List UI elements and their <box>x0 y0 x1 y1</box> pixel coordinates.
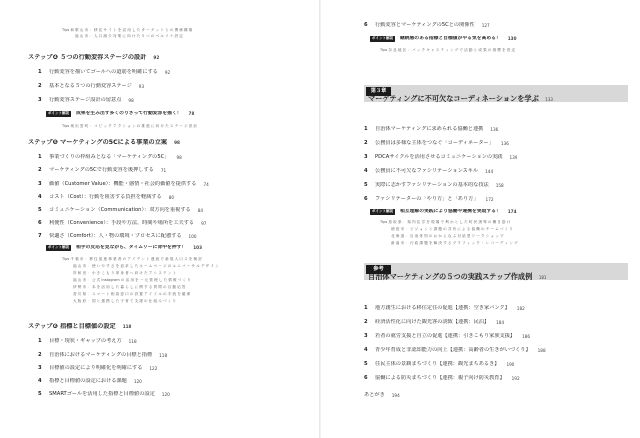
toc-item[interactable] <box>38 207 203 214</box>
item-title: 快適さ（Comfort）：人・物の環境・プロセスに配慮する <box>49 233 182 239</box>
item-title: 若者の就労支援と自立の促進【連携：引きこもり家族支援】 <box>375 333 516 339</box>
item-page: 158 <box>495 183 504 188</box>
item-title: 青少年育成と非認知能力の向上【連携：高齢者の生きがいづくり】 <box>375 347 531 353</box>
item-page: 84 <box>197 208 204 213</box>
item-page: 98 <box>128 98 134 103</box>
point-explainer[interactable] <box>370 36 517 42</box>
item-number: 5 <box>38 207 42 213</box>
toc-item[interactable] <box>364 154 517 161</box>
tip-line: 伊 勢 市 ： 本 を 活 用 し た 暮 ら し に 関 す る 質 問 の 自 動 応 答 <box>73 285 186 289</box>
item-number: 6 <box>364 22 368 28</box>
toc-item[interactable] <box>364 361 514 368</box>
item-page: 186 <box>522 334 531 339</box>
tip-line: 福 山 市 ： 使 い や す さ を 追 求 し た ホ ー ム ペ ー ジ の ユ ニ バ ー サ ル デ ザ イ ン <box>73 264 219 268</box>
item-title: 公務員に不可欠なファシリテーションスキル <box>375 168 479 174</box>
point-badge: ポイント解説 <box>48 245 69 250</box>
item-number: 1 <box>364 305 368 311</box>
item-title: 経済活性化に向けた観光客の誘致【連携：民泊】 <box>375 319 490 325</box>
item-page: 172 <box>485 197 494 202</box>
chapter3-tab: 第３章 <box>366 87 391 96</box>
step4-heading[interactable] <box>28 54 159 62</box>
point-explainer[interactable] <box>46 111 194 117</box>
step6-heading[interactable] <box>28 323 131 331</box>
point-page: 78 <box>188 111 195 116</box>
afterword-page: 194 <box>391 393 400 398</box>
step5-heading[interactable] <box>28 139 180 147</box>
item-number: 2 <box>38 83 42 89</box>
item-title: コミュニケーション（Communication）：双方向を重視する <box>49 207 191 213</box>
toc-item[interactable] <box>38 194 174 201</box>
item-title: マーケティングの5Cで行動変容を後押しする <box>49 167 154 173</box>
toc-item[interactable] <box>364 182 504 189</box>
toc-item[interactable] <box>38 83 144 90</box>
chapter3-title-row <box>368 94 553 104</box>
item-title: SMARTゴールを活用した指標と目標値の設定 <box>49 391 155 397</box>
toc-item[interactable] <box>364 22 490 29</box>
toc-item[interactable] <box>364 347 546 354</box>
toc-item[interactable] <box>38 69 170 76</box>
point-title: 継続感のある指標と目標値がやる気を高める！ <box>400 36 501 41</box>
point-page: 130 <box>507 36 517 41</box>
item-number: 1 <box>364 126 368 132</box>
item-title: 目標・現状・ギャップの考え方 <box>49 338 122 344</box>
item-page: 98 <box>176 155 182 160</box>
toc-item[interactable] <box>364 196 494 203</box>
toc-item[interactable] <box>38 181 209 188</box>
reference-banner[interactable] <box>364 263 628 280</box>
item-number: 3 <box>364 333 368 339</box>
item-page: 93 <box>138 84 145 89</box>
item-page: 118 <box>159 353 168 358</box>
item-page: 182 <box>516 306 525 311</box>
step5-title: ステップ❺ マーケティングの5Cによる事業の立案 <box>28 139 168 146</box>
item-number: 3 <box>364 154 368 160</box>
toc-item[interactable] <box>364 305 525 312</box>
toc-item[interactable] <box>364 140 509 147</box>
point-title: 相互理解の実践により協働や連携を実現する！ <box>400 209 501 214</box>
point-title: 成果を生み出す多くのりさって行動変容を描く！ <box>76 111 182 116</box>
step6-title: ステップ❻ 指標と目標値の設定 <box>28 323 116 330</box>
item-title: 基本となる５つの行動変容ステージ <box>49 83 132 89</box>
step4-page: 92 <box>153 55 160 60</box>
item-number: 3 <box>38 97 42 103</box>
point-badge: ポイント解説 <box>48 111 69 116</box>
item-page: 100 <box>188 234 197 239</box>
chapter3-page: 133 <box>545 97 553 102</box>
item-page: 139 <box>509 155 518 160</box>
toc-item[interactable] <box>38 97 134 104</box>
item-page: 184 <box>496 320 505 325</box>
toc-item[interactable] <box>38 352 167 359</box>
reference-title-row <box>368 272 546 282</box>
item-title: 行動変容を描いてゴールへの道筋を明確にする <box>49 69 158 75</box>
item-number: 4 <box>364 168 368 174</box>
item-page: 74 <box>203 182 209 187</box>
item-number: 1 <box>38 154 42 160</box>
item-number: 6 <box>364 375 368 381</box>
right-page <box>320 0 640 438</box>
item-number: 2 <box>38 167 42 173</box>
toc-item[interactable] <box>38 233 197 240</box>
item-page: 120 <box>133 379 142 384</box>
toc-item[interactable] <box>364 333 530 340</box>
item-page: 92 <box>164 70 171 75</box>
step6-page: 118 <box>122 324 132 329</box>
item-title: 協働による防災まちづくり【連携：親子向け防災教育】 <box>375 375 505 381</box>
item-page: 188 <box>537 348 546 353</box>
item-title: 住民主体の景観まちづくり【連携：観光まちあるき】 <box>375 361 500 367</box>
item-number: 1 <box>38 338 42 344</box>
item-title: 事業づくりの枠組みとなる「マーケティングの5C」 <box>49 154 170 160</box>
toc-item[interactable] <box>38 167 166 174</box>
point-title: 相手の反応を見ながら、タイムリーに背中を押す！ <box>76 245 187 250</box>
toc-item[interactable] <box>38 391 170 398</box>
step5-page: 98 <box>174 140 180 145</box>
item-page: 127 <box>481 23 490 28</box>
toc-item[interactable] <box>364 319 504 326</box>
item-page: 122 <box>149 366 158 371</box>
item-title: PDCAサイクルを活用させるコミュニケーションの実践 <box>375 154 503 160</box>
item-number: 5 <box>364 361 368 367</box>
item-number: 1 <box>38 69 42 75</box>
tip-line: 大 阪 府 ： 国 と 連 携 し た 子 育 て 支 援 の 仕 組 み づ く り <box>73 299 177 303</box>
tip-fukuyama: 福 山 市 ： 人 口 減 少 対 策 に 向 け た ５ つ の ペ ル ソ ナ 設 定 <box>75 34 183 38</box>
toc-item[interactable] <box>38 338 137 345</box>
chapter3-title: マーケティングに不可欠なコーディネーションを学ぶ <box>368 94 539 103</box>
item-title: 価値（Customer Value）：機能・感情・社会的価値を提供する <box>49 181 197 187</box>
item-number: 2 <box>364 319 368 325</box>
toc-item[interactable] <box>364 375 520 382</box>
afterword-title: あとがき <box>364 392 385 398</box>
item-number: 5 <box>364 182 368 188</box>
tip-line: 岸 和 田 ： 小 き こ も り 単 身 者 へ 向 け た ア シ ス テ ン ト <box>73 271 177 275</box>
item-number: 4 <box>38 194 42 200</box>
chapter3-banner[interactable] <box>364 85 628 102</box>
item-page: 120 <box>161 392 170 397</box>
item-title: 行動変容とマーケティングの5Cとの関係性 <box>375 22 475 28</box>
toc-item[interactable] <box>38 220 206 227</box>
item-title: 指標と目標値の設定における課題 <box>49 378 127 384</box>
item-number: 3 <box>38 181 42 187</box>
item-page: 192 <box>511 376 520 381</box>
item-number: 4 <box>38 378 42 384</box>
item-page: 71 <box>160 168 167 173</box>
item-title: 公務員は多様な主体をつなぐ「コーディネーター」 <box>375 140 494 146</box>
tip-line: 香 川 県 ： ス マ ー ト 相 談 窓 口 の 設 置 ア イ ド ル の 手 続 を 確 保 <box>73 292 191 296</box>
point-badge: ポイント解説 <box>372 36 393 41</box>
item-page: 80 <box>168 195 175 200</box>
item-page: 190 <box>506 362 515 367</box>
item-number: 2 <box>364 140 368 146</box>
item-number: 7 <box>38 233 42 239</box>
tip-nara: Tips 奈 良 地 区 ： バ ッ ク キ ャ ス テ ィ ン グ で 活 動 と 成 果 の 指 標 を 設 定 <box>380 48 516 52</box>
item-title: コスト（Cost）：行動を阻害する負担を軽減する <box>49 194 162 200</box>
tip-line: 福 山 市 ： 公 式 Instagram の 活 用 を 一 元 管 理 し た 情 報 づ く り <box>73 278 191 282</box>
item-number: 6 <box>38 220 42 226</box>
item-title: 実際に志かすファシリテーションの基本的な技法 <box>375 182 489 188</box>
item-page: 144 <box>485 169 494 174</box>
tip-wakayama: Tips 和 歌 山 市 ： 移 住 サ イ ト を 活 用 し た タ ー ゲ ッ ト と の 関 係 構 築 <box>62 28 193 32</box>
item-page: 118 <box>128 339 137 344</box>
reference-page: 181 <box>538 275 547 280</box>
item-title: ファシリテーターの「やり方」と「あり方」 <box>375 196 479 202</box>
tip-line: 徳 島 市 ： ビ ジ ョ ン と 課 題 の 共 有 に よ る 協 働 の チ ー ム づ く り <box>391 227 513 231</box>
toc-item[interactable] <box>38 378 142 385</box>
point-page: 174 <box>507 209 517 214</box>
item-title: 行動変容ステージ設計の留意点 <box>49 97 122 103</box>
point-page: 103 <box>193 245 202 250</box>
item-title: 地方創生における移住定住の促進【連携：空き家バンク】 <box>375 305 510 311</box>
tip-okuizumo: Tips 奥 出 雲 町 ： コ ピ ッ ク ア ク シ ョ ン の 推 進 に 向 け た ス テ ー ジ 設 計 <box>62 124 198 128</box>
item-page: 136 <box>500 141 509 146</box>
afterword-item[interactable] <box>364 392 400 399</box>
tip-line: Tips 鳥 取 県 ： 県 内 住 学 を 現 場 で 利 か と し た 町 民 誘 導 の 働 き 掛 け <box>380 220 511 224</box>
item-number: 5 <box>38 391 42 397</box>
item-page: 97 <box>201 221 207 226</box>
item-number: 2 <box>38 352 42 358</box>
point-explainer[interactable] <box>370 209 517 215</box>
reference-tab: 参考 <box>366 265 391 274</box>
item-page: 136 <box>490 127 499 132</box>
toc-item[interactable] <box>364 168 493 175</box>
toc-item[interactable] <box>38 154 182 161</box>
item-number: 4 <box>364 347 368 353</box>
item-number: 6 <box>364 196 368 202</box>
tip-line: 新 潟 市 ： 行 政 課 題 を 解 決 す る グ ラ フ ィ ッ ク ・ レ コ ー デ ィ ン グ <box>391 241 518 245</box>
toc-item[interactable] <box>38 365 157 372</box>
item-title: 利便性（Convenience）：手段や方法、時間や場所を工夫する <box>49 220 195 226</box>
tip-line: 北 海 道 ： 自 治 体 別 の お か ら な ぶ 対 話 型 ワ ー ク シ ョ ッ プ <box>391 234 504 238</box>
item-title: 自治体マーケティングに求められる協働と連携 <box>375 126 484 132</box>
point-badge: ポイント解説 <box>372 209 393 214</box>
item-number: 3 <box>38 365 42 371</box>
tip-line: Tips 千 葉 市 ： 移 住 促 進 事 業 者 の ア イ デ ン ト 連 続 で 新 規 人 口 ス を 検 討 <box>62 257 202 261</box>
reference-title: 自治体マーケティングの５つの実践ステップ作成例 <box>368 272 533 281</box>
step4-title: ステップ❹ ５つの行動変容ステージの設計 <box>28 54 147 61</box>
point-explainer[interactable] <box>46 245 202 251</box>
item-title: 目標値の設定により明確化を明確にする <box>49 365 143 371</box>
toc-item[interactable] <box>364 126 498 133</box>
item-title: 自治体におけるマーケティングの目標と指標 <box>49 352 153 358</box>
